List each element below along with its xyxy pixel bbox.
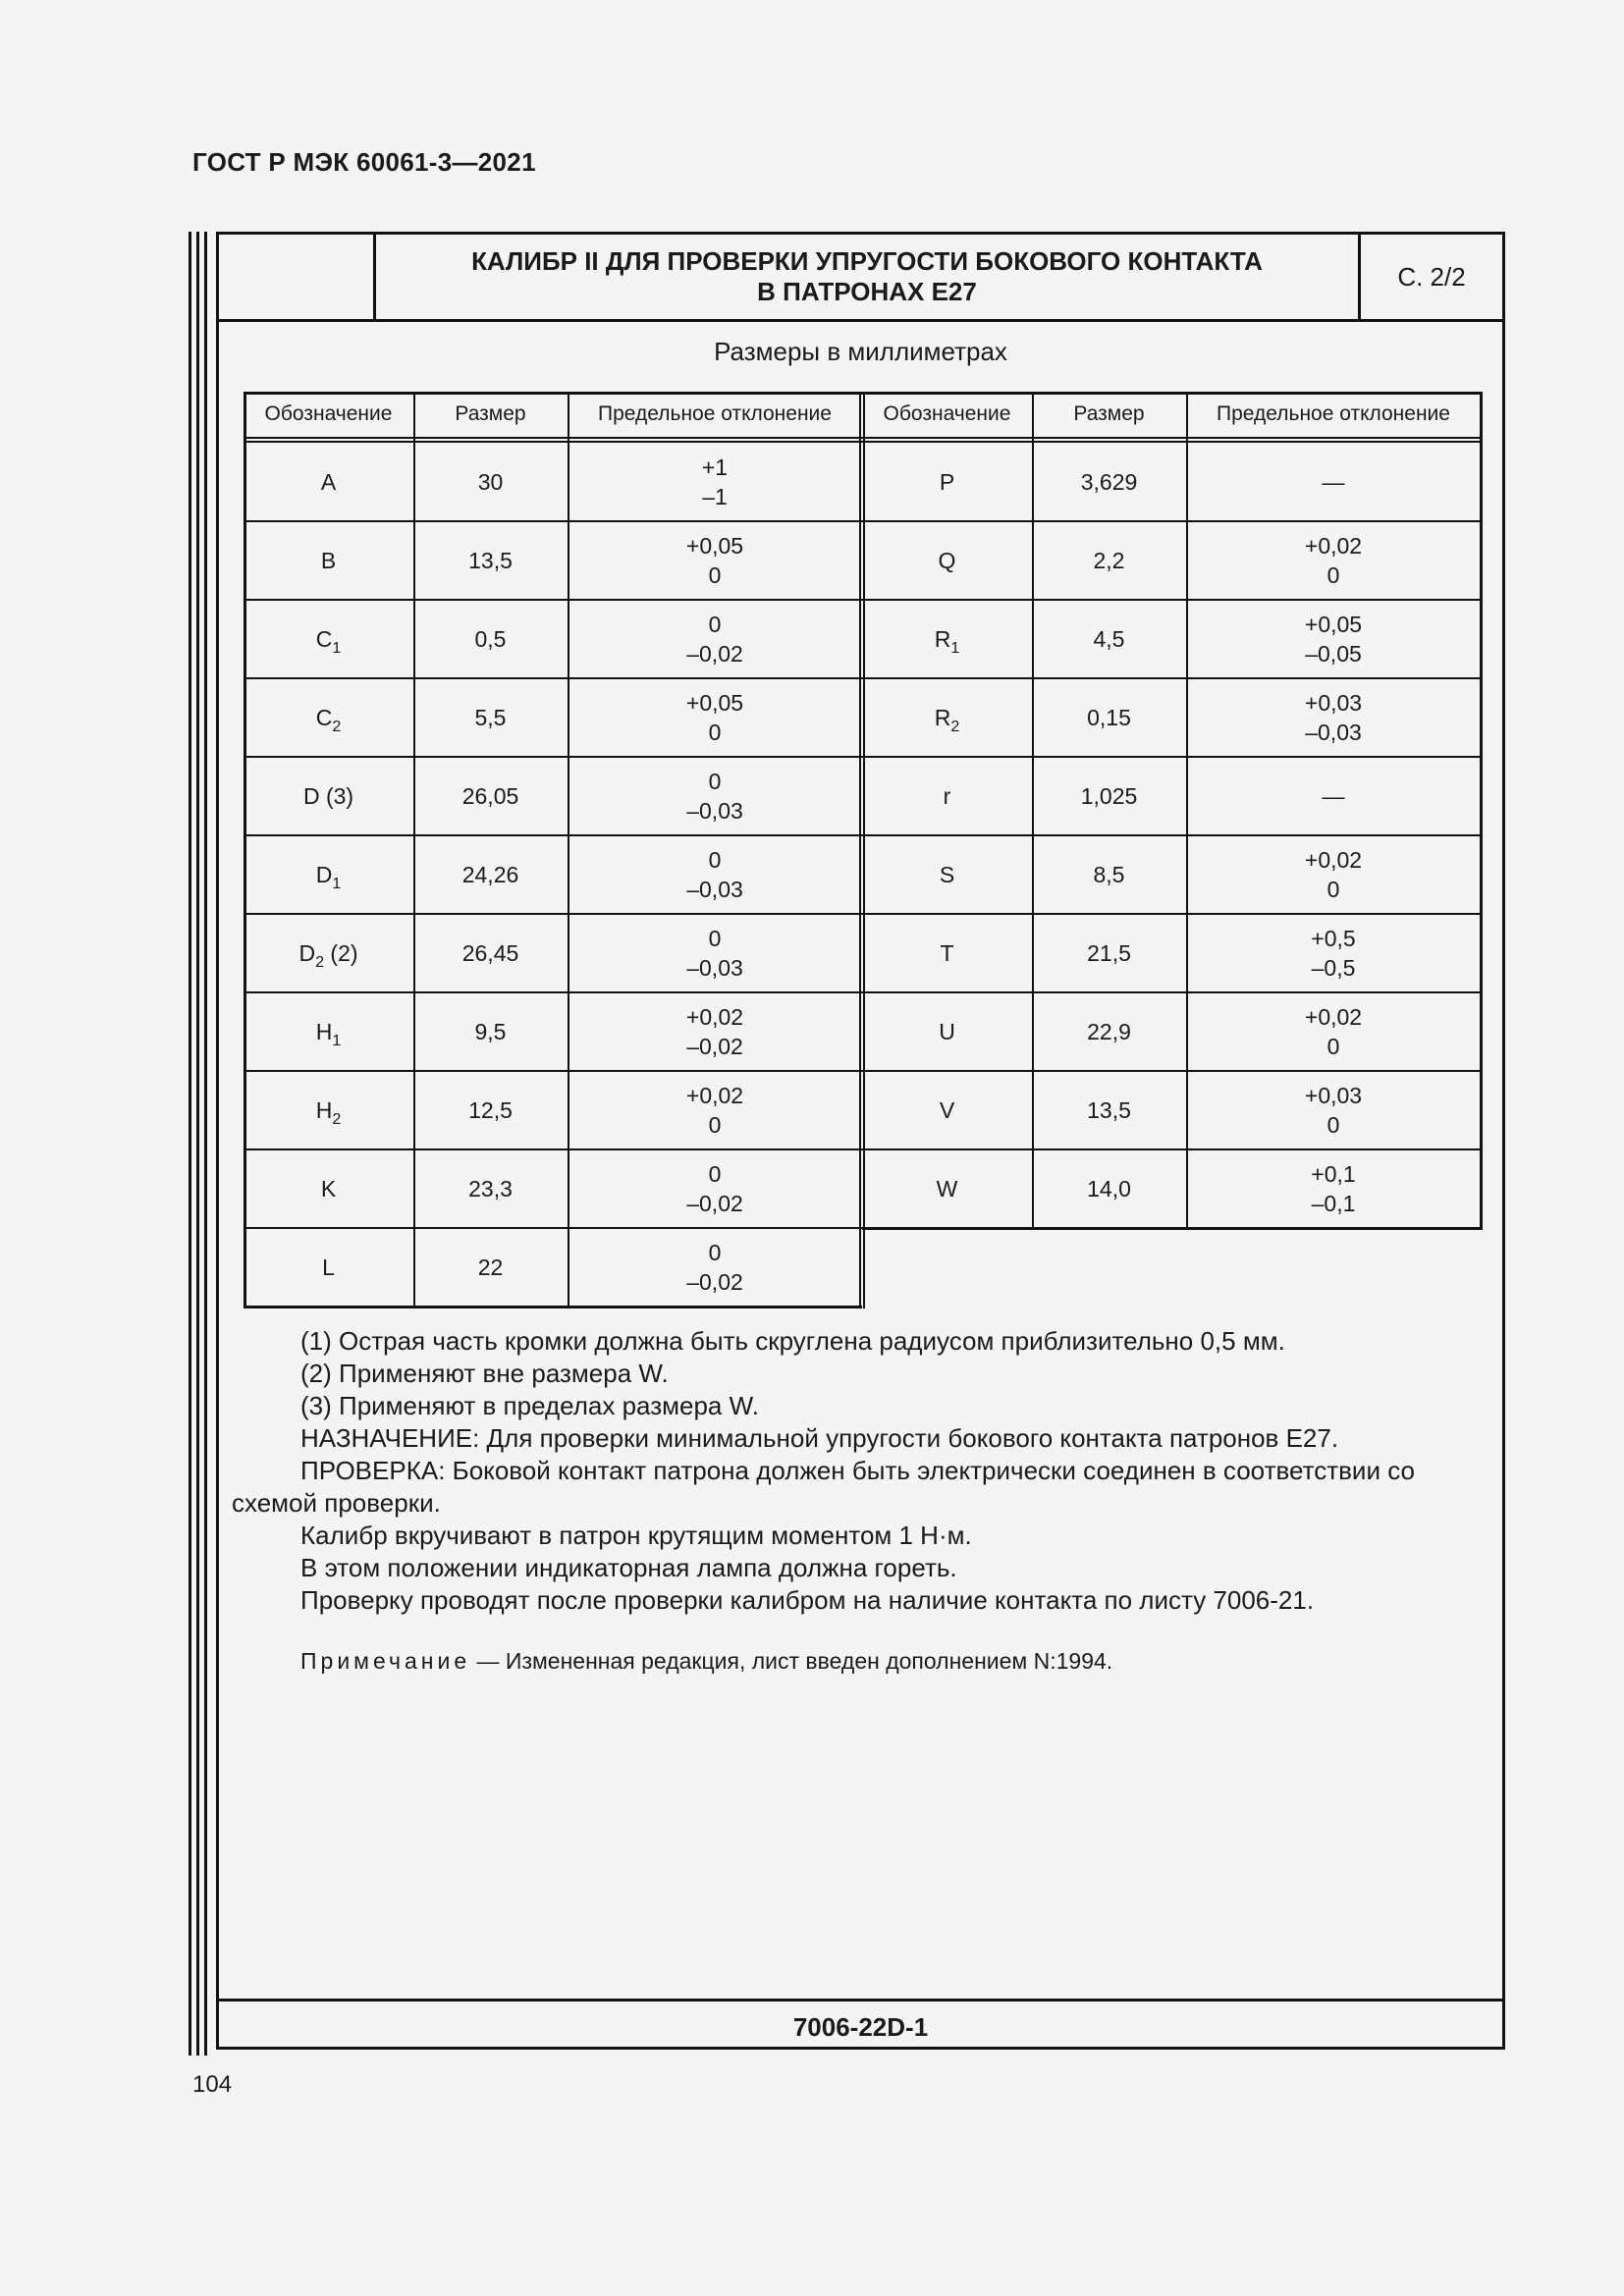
deviation-cell: [1186, 1071, 1481, 1149]
designation: [315, 1017, 342, 1049]
deviation-lower: –0,03: [686, 798, 743, 824]
deviation-upper: +0,05: [685, 690, 744, 716]
designation-cell: [862, 1149, 1032, 1228]
deviation-cell: [1186, 521, 1481, 600]
row-rule-left: [244, 834, 862, 836]
designation-cell: [862, 835, 1032, 914]
deviation-cell: [568, 835, 862, 914]
row-rule-right: [862, 1148, 1481, 1150]
deviation-upper: +0,02: [1304, 847, 1363, 873]
size-cell: [1032, 992, 1186, 1071]
deviation-lower: 0: [1326, 1034, 1340, 1059]
sheet-title: [376, 235, 1361, 319]
designation: [315, 860, 342, 892]
col-rule-right: [1032, 392, 1034, 1230]
designation-symbol: B: [320, 548, 337, 573]
title-row: [219, 235, 1502, 322]
designation-symbol: Q: [938, 548, 956, 573]
sheet-code: 7006-22D-1: [219, 1999, 1502, 2053]
size-cell: [413, 521, 568, 600]
designation-symbol: C: [315, 705, 333, 730]
designation-cell: [862, 992, 1032, 1071]
size-value: 22,9: [1087, 1019, 1131, 1044]
note-paragraph: Калибр вкручивают в патрон крутящим моментом 1 Н·м.: [300, 1521, 972, 1550]
deviation-upper: +0,02: [1304, 533, 1363, 559]
size-value: 24,26: [461, 862, 519, 887]
row-rule-right: [862, 1227, 1481, 1230]
table-header-cell: Обозначение: [264, 402, 393, 425]
size-value: 30: [477, 469, 504, 495]
designation-cell: [862, 757, 1032, 835]
deviation-cell: [1186, 914, 1481, 992]
designation: [937, 1174, 958, 1203]
note-paragraph: (3) Применяют в пределах размера W.: [300, 1391, 759, 1420]
table-top-border: [244, 392, 1481, 395]
size-value: 26,45: [461, 940, 519, 966]
note-paragraph: НАЗНАЧЕНИЕ: Для проверки минимальной упругости бокового контакта патронов Е27.: [300, 1423, 1339, 1453]
designation-cell: [244, 1149, 413, 1228]
row-rule-left: [244, 1227, 862, 1229]
deviation-lower: –0,02: [686, 1191, 743, 1216]
deviation-lower: –0,1: [1311, 1191, 1356, 1216]
size-cell: [1032, 443, 1186, 521]
designation-subscript: 1: [332, 639, 342, 657]
designation: [934, 624, 960, 657]
size-cell: [1032, 600, 1186, 678]
size-cell: [413, 1149, 568, 1228]
size-cell: [413, 1228, 568, 1307]
deviation-cell: [1186, 1149, 1481, 1228]
remark: [300, 1648, 1112, 1675]
size-value: 9,5: [474, 1019, 507, 1044]
standard-header: ГОСТ Р МЭК 60061-3—2021: [192, 147, 536, 177]
designation: [939, 546, 956, 575]
designation-symbol: R: [934, 705, 951, 730]
deviation-upper: 0: [708, 1240, 722, 1265]
designation-cell: [244, 600, 413, 678]
designation: [315, 703, 342, 735]
binding-line-2: [196, 232, 199, 2056]
row-rule-left: [244, 677, 862, 679]
designation-subscript: 2: [332, 718, 342, 735]
designation: [939, 1017, 955, 1046]
note-paragraph: В этом положении индикаторная лампа должна гореть.: [300, 1553, 957, 1582]
deviation-upper: 0: [708, 612, 722, 637]
size-value: 13,5: [468, 548, 513, 573]
size-value: 0,5: [474, 626, 507, 652]
sheet-title-line2: В ПАТРОНАХ Е27: [757, 277, 977, 306]
designation-cell: [862, 678, 1032, 757]
size-value: 8,5: [1093, 862, 1125, 887]
designation: [940, 1095, 954, 1125]
size-cell: [413, 1071, 568, 1149]
page-number: 104: [192, 2071, 233, 2098]
row-rule-right: [862, 834, 1481, 836]
deviation-upper: +1: [701, 454, 729, 480]
size-value: 1,025: [1080, 783, 1138, 809]
designation-cell: [244, 835, 413, 914]
designation-subscript: 1: [332, 875, 342, 892]
deviation-cell: [568, 992, 862, 1071]
designation-subscript: 1: [332, 1032, 342, 1049]
size-value: 14,0: [1087, 1176, 1131, 1201]
designation: [298, 938, 358, 971]
designation-cell: [244, 443, 413, 521]
title-blank-cell: [219, 235, 376, 319]
designation-subscript: 2: [315, 953, 325, 971]
size-value: 3,629: [1080, 469, 1138, 495]
row-rule-left: [244, 756, 862, 758]
designation-subscript: 2: [332, 1110, 342, 1128]
deviation-lower: 0: [708, 562, 722, 588]
designation-symbol: L: [322, 1255, 335, 1280]
designation-cell: [244, 992, 413, 1071]
designation-cell: [862, 521, 1032, 600]
col-rule-left: [244, 392, 246, 1308]
deviation-upper: 0: [708, 926, 722, 951]
designation-symbol: D (3): [302, 783, 354, 809]
deviation-lower: 0: [708, 720, 722, 745]
size-value: 13,5: [1087, 1097, 1131, 1123]
size-cell: [413, 914, 568, 992]
sheet-frame: [216, 232, 1505, 2050]
notes-block: [232, 1325, 1498, 1617]
deviation-lower: –0,03: [1305, 720, 1362, 745]
row-rule-left: [244, 1148, 862, 1150]
deviation-lower: –0,02: [686, 1034, 743, 1059]
row-rule-right: [862, 677, 1481, 679]
designation-symbol: D: [298, 940, 316, 966]
size-value: 21,5: [1087, 940, 1131, 966]
size-cell: [413, 443, 568, 521]
size-cell: [1032, 914, 1186, 992]
deviation-cell: [568, 600, 862, 678]
deviation-cell: [568, 1071, 862, 1149]
deviation-lower: –1: [702, 484, 728, 509]
row-rule-right: [862, 913, 1481, 915]
designation-cell: [862, 1071, 1032, 1149]
designation-symbol: T: [940, 940, 954, 966]
designation: [940, 938, 953, 968]
designation-symbol: R: [934, 626, 951, 652]
binding-line-3: [204, 232, 207, 2056]
note-paragraph: ПРОВЕРКА: Боковой контакт патрона должен быть электрически соединен в соответствии со схемой проверки.: [232, 1456, 1415, 1518]
deviation-cell: [1186, 835, 1481, 914]
deviation-cell: [1186, 757, 1481, 835]
row-rule-right: [862, 991, 1481, 993]
deviation-upper: +0,02: [1304, 1004, 1363, 1030]
size-value: 22: [477, 1255, 504, 1280]
designation: [940, 860, 954, 889]
deviation-lower: –0,5: [1311, 955, 1356, 981]
designation-symbol: C: [315, 626, 333, 652]
mid-rule-2: [863, 392, 865, 1308]
deviation-cell: [1186, 443, 1481, 521]
designation-cell: [244, 1071, 413, 1149]
deviation-cell: [568, 678, 862, 757]
size-value: 5,5: [474, 705, 507, 730]
row-rule-left: [244, 1306, 862, 1308]
size-value: 23,3: [468, 1176, 513, 1201]
deviation-upper: +0,03: [1304, 1083, 1363, 1108]
designation: [321, 467, 336, 497]
designation-subscript: 2: [950, 718, 960, 735]
designation: [322, 1253, 335, 1282]
deviation-lower: –0,03: [686, 877, 743, 902]
deviation-upper: +0,02: [685, 1083, 744, 1108]
col-rule-left: [568, 392, 569, 1308]
row-rule-right: [862, 520, 1481, 522]
size-cell: [413, 992, 568, 1071]
designation-cell: [862, 443, 1032, 521]
sheet-title-line1: КАЛИБР II ДЛЯ ПРОВЕРКИ УПРУГОСТИ БОКОВОГО КОНТАКТА: [471, 246, 1263, 276]
row-rule-right: [862, 756, 1481, 758]
designation: [934, 703, 960, 735]
deviation-cell: [1186, 678, 1481, 757]
remark-text: — Измененная редакция, лист введен дополнением N:1994.: [470, 1648, 1113, 1674]
row-rule-left: [244, 913, 862, 915]
designation-symbol: W: [936, 1176, 958, 1201]
note-paragraph: (1) Острая часть кромки должна быть скруглена радиусом приблизительно 0,5 мм.: [300, 1326, 1285, 1356]
remark-label: Примечание: [300, 1648, 471, 1674]
deviation-cell: [568, 757, 862, 835]
designation-cell: [862, 600, 1032, 678]
designation: [315, 1095, 342, 1128]
designation-cell: [244, 914, 413, 992]
table-right-border: [1480, 392, 1483, 1230]
size-cell: [413, 678, 568, 757]
designation: [303, 781, 353, 811]
deviation-lower: –0,02: [686, 641, 743, 667]
size-value: 12,5: [468, 1097, 513, 1123]
table-header-cell: Размер: [455, 402, 526, 425]
designation-symbol: S: [939, 862, 955, 887]
deviation-lower: 0: [1326, 1112, 1340, 1138]
deviation-cell: [568, 1228, 862, 1307]
designation-cell: [244, 1228, 413, 1307]
designation-symbol: H: [315, 1097, 333, 1123]
table-header-cell: Предельное отклонение: [598, 402, 832, 425]
deviation-upper: +0,03: [1304, 690, 1363, 716]
row-rule-left: [244, 991, 862, 993]
designation-suffix: (2): [324, 940, 358, 966]
row-rule-left: [244, 599, 862, 601]
designation: [315, 624, 342, 657]
deviation-cell: [1186, 600, 1481, 678]
size-value: 4,5: [1093, 626, 1125, 652]
header-rule-1: [244, 437, 1481, 439]
size-cell: [1032, 678, 1186, 757]
row-rule-right: [862, 1070, 1481, 1072]
deviation-upper: 0: [708, 769, 722, 794]
designation-cell: [244, 521, 413, 600]
designation-symbol: K: [320, 1176, 337, 1201]
size-value: 0,15: [1087, 705, 1131, 730]
units-caption: Размеры в миллиметрах: [714, 337, 1007, 366]
deviation-lower: –0,05: [1305, 641, 1362, 667]
note-paragraph: (2) Применяют вне размера W.: [300, 1359, 669, 1388]
designation-symbol: V: [939, 1097, 955, 1123]
designation-symbol: P: [939, 469, 955, 495]
size-cell: [1032, 521, 1186, 600]
row-rule-left: [244, 1070, 862, 1072]
deviation-cell: [568, 1149, 862, 1228]
row-rule-left: [244, 520, 862, 522]
designation-symbol: D: [315, 862, 333, 887]
deviation-upper: —: [1322, 469, 1345, 495]
col-rule-left: [413, 392, 415, 1308]
deviation-lower: –0,03: [686, 955, 743, 981]
size-value: 2,2: [1093, 548, 1125, 573]
size-cell: [413, 835, 568, 914]
deviation-lower: 0: [1326, 562, 1340, 588]
table-header-cell: Обозначение: [883, 402, 1011, 425]
deviation-upper: 0: [708, 847, 722, 873]
designation: [321, 1174, 336, 1203]
deviation-upper: 0: [708, 1161, 722, 1187]
deviation-upper: +0,05: [1304, 612, 1363, 637]
deviation-upper: —: [1322, 783, 1345, 809]
note-paragraph: Проверку проводят после проверки калибром на наличие контакта по листу 7006-21.: [300, 1585, 1315, 1615]
mid-rule-1: [859, 392, 861, 1308]
designation-symbol: r: [943, 783, 951, 809]
designation-symbol: H: [315, 1019, 333, 1044]
deviation-upper: +0,02: [685, 1004, 744, 1030]
size-cell: [413, 757, 568, 835]
size-value: 26,05: [461, 783, 519, 809]
table-header-cell: Предельное отклонение: [1217, 402, 1450, 425]
designation: [940, 467, 954, 497]
size-cell: [1032, 835, 1186, 914]
size-cell: [1032, 1149, 1186, 1228]
deviation-lower: –0,02: [686, 1269, 743, 1295]
designation-cell: [244, 678, 413, 757]
deviation-upper: +0,05: [685, 533, 744, 559]
size-cell: [1032, 757, 1186, 835]
deviation-upper: +0,5: [1311, 926, 1356, 951]
designation: [944, 781, 951, 811]
deviation-cell: [568, 914, 862, 992]
size-cell: [1032, 1071, 1186, 1149]
designation-symbol: A: [320, 469, 337, 495]
deviation-cell: [1186, 992, 1481, 1071]
designation-symbol: U: [939, 1019, 955, 1044]
row-rule-right: [862, 599, 1481, 601]
designation-cell: [862, 914, 1032, 992]
deviation-lower: 0: [1326, 877, 1340, 902]
size-cell: [413, 600, 568, 678]
deviation-cell: [568, 443, 862, 521]
deviation-lower: 0: [708, 1112, 722, 1138]
designation-subscript: 1: [950, 639, 960, 657]
binding-line-1: [189, 232, 191, 2056]
col-rule-right: [1186, 392, 1188, 1230]
deviation-cell: [568, 521, 862, 600]
designation: [321, 546, 336, 575]
sheet-page-number: С. 2/2: [1397, 261, 1466, 292]
table-header-cell: Размер: [1073, 402, 1145, 425]
header-rule-2: [244, 441, 1481, 443]
designation-cell: [244, 757, 413, 835]
deviation-upper: +0,1: [1311, 1161, 1356, 1187]
